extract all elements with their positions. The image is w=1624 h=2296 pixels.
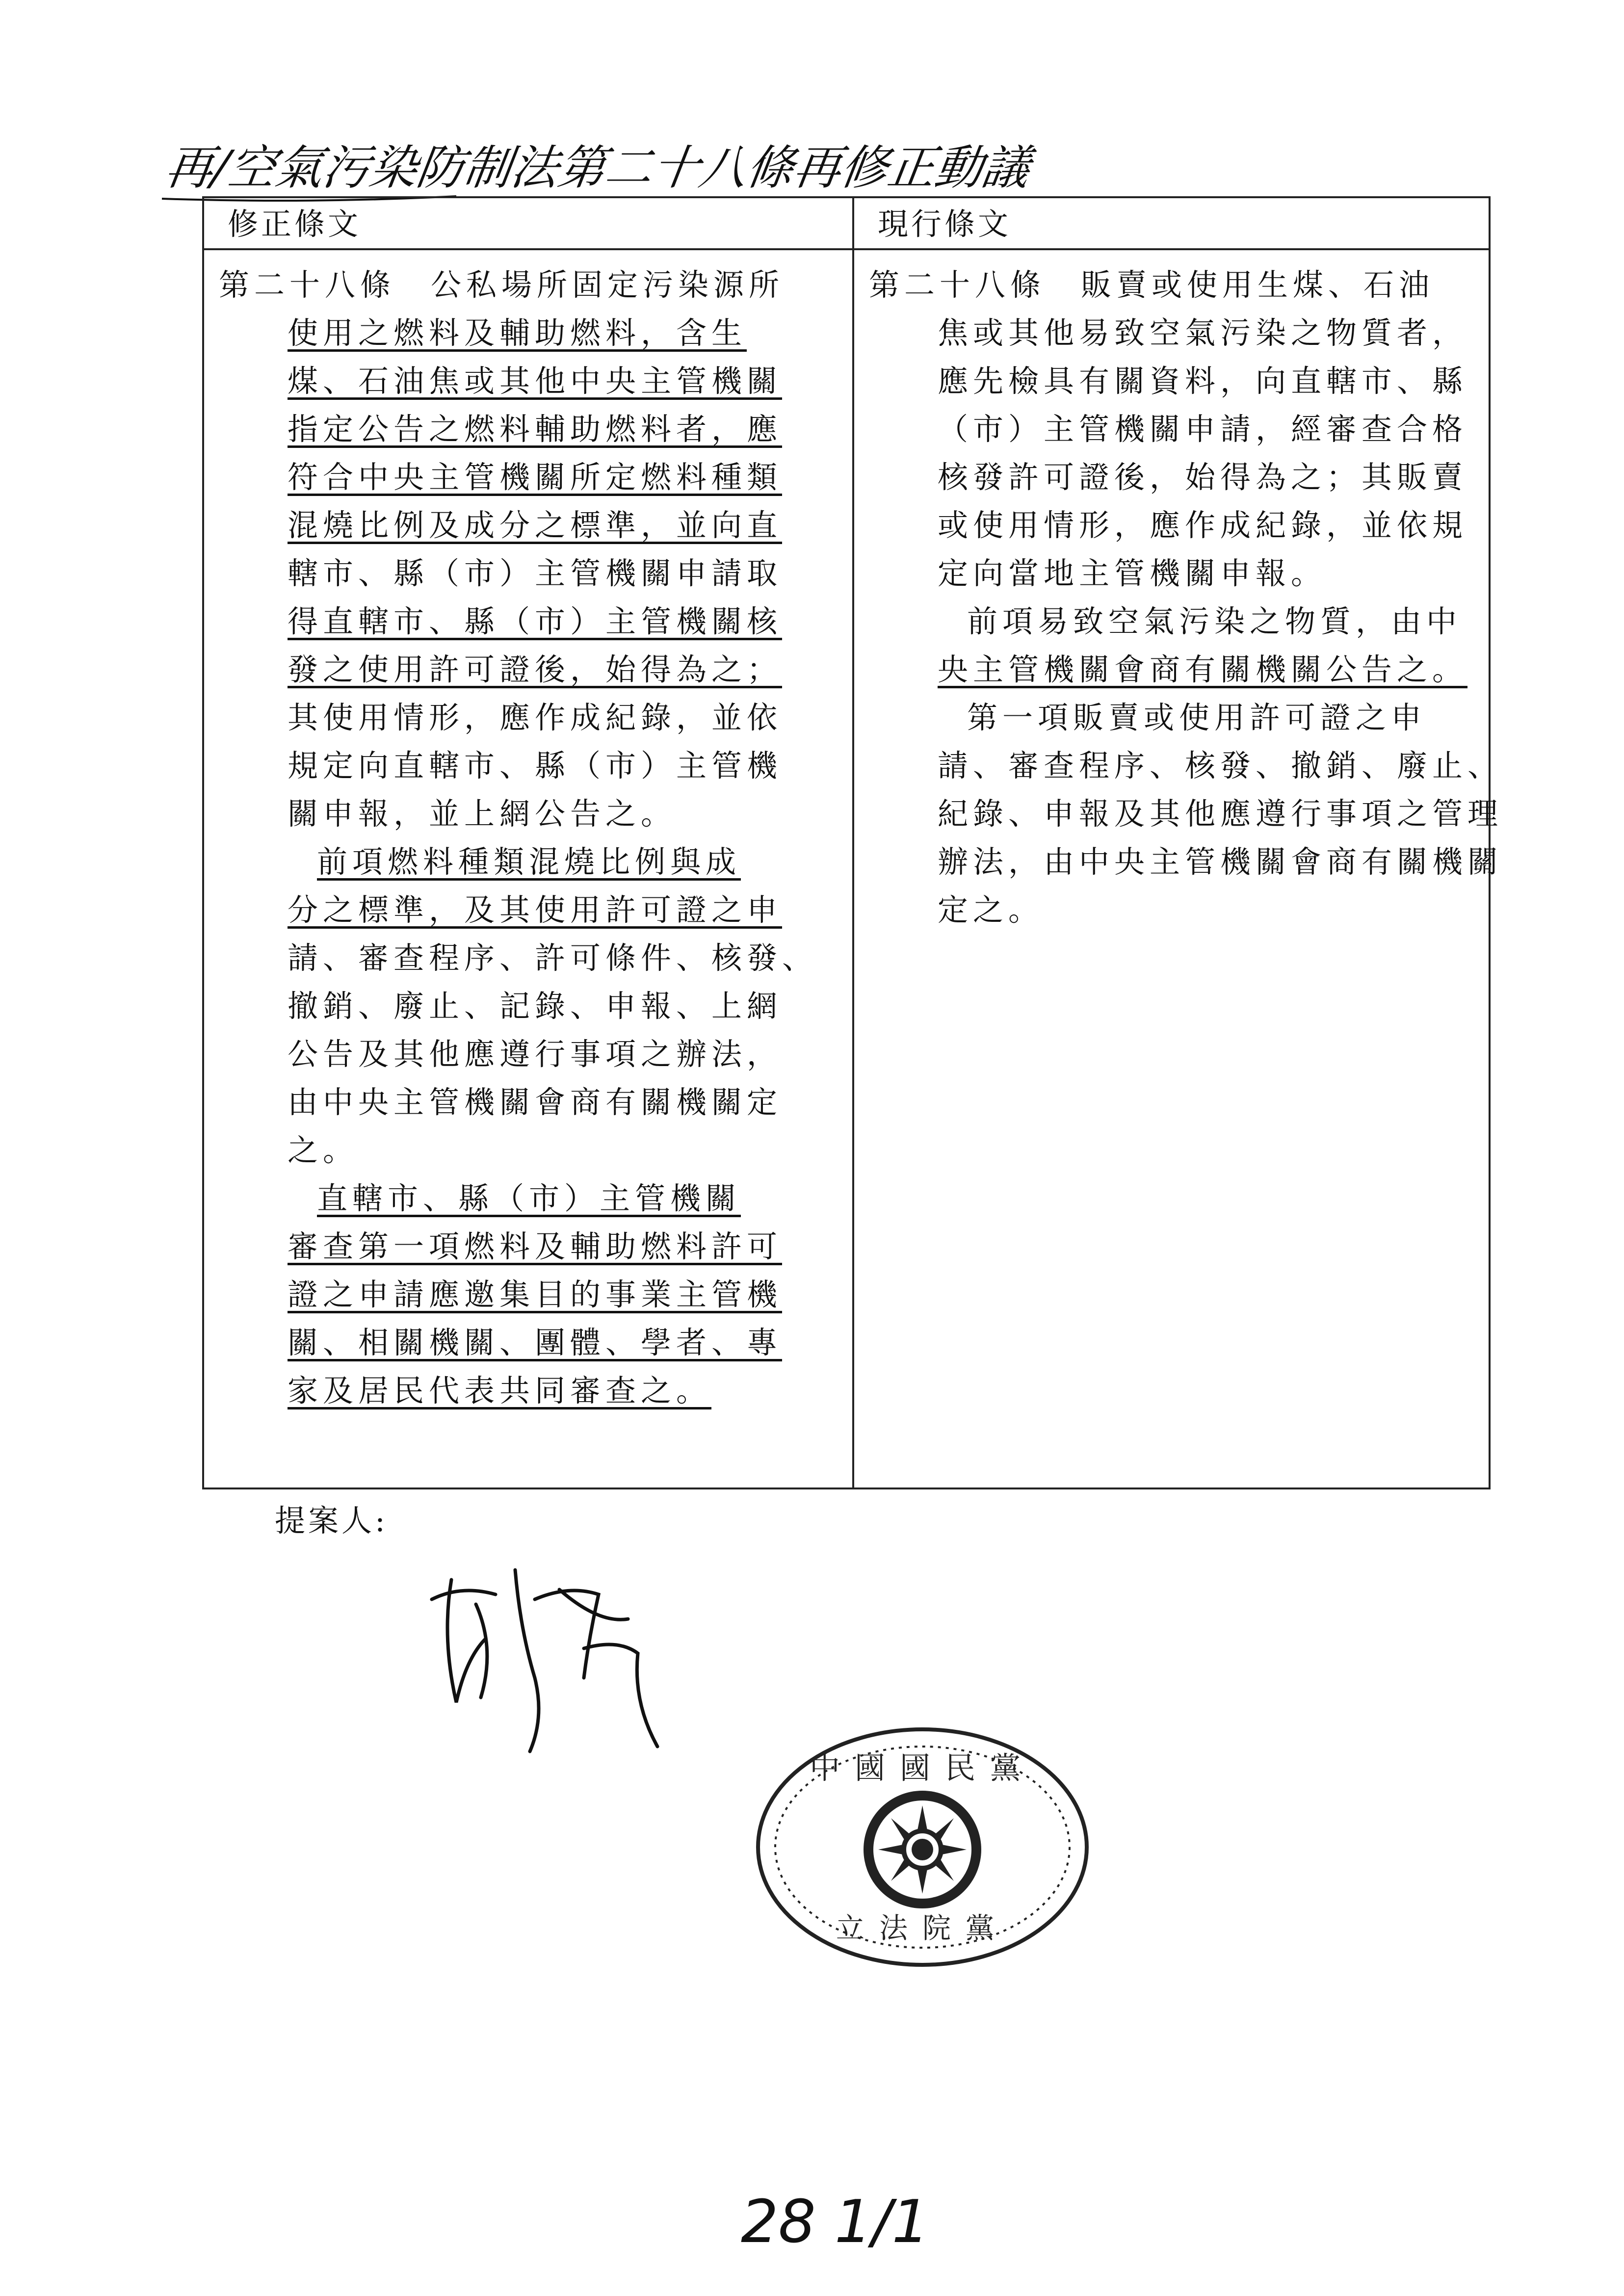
current-column [854,198,1503,1487]
current-paragraph-1 [869,261,1477,598]
text-line: 轄市、縣（市）主管機關申請取 [288,555,783,591]
text-line: 使用之燃料及輔助燃料，含生 [288,315,747,351]
text-line: 家及居民代表共同審查之。 [288,1373,712,1409]
page-number-drawing [736,2168,929,2267]
text-line: 公告及其他應遵行事項之辦法， [288,1036,783,1072]
text-line: 應先檢具有關資料，向直轄市、縣 [938,363,1468,399]
text-line: 前項燃料種類混燒比例與成 [317,844,741,880]
text-line: 定向當地主管機關申報。 [938,555,1327,591]
text-line: 發之使用許可證後，始得為之； [288,652,783,687]
amended-paragraph-1 [219,261,840,838]
text-line: 請、審查程序、核發、撤銷、廢止、 [938,748,1503,783]
handwritten-title-text: 再/空氣污染防制法第二十八條再修正動議 [161,140,1034,195]
text-line: （市）主管機關申請，經審查合格 [938,411,1468,447]
handwritten-signature [422,1540,677,1786]
text-line: 符合中央主管機關所定燃料種類 [288,459,783,495]
text-line: 焦或其他易致空氣污染之物質者， [938,315,1468,351]
amended-column [204,198,854,1487]
amended-body [204,250,852,1415]
signature-drawing [422,1540,677,1786]
seal-bottom-text: 立法院黨 [836,1911,1009,1945]
text-line: 指定公告之燃料輔助燃料者，應 [288,411,783,447]
page-number-text: 28 1/1 [741,2188,929,2256]
text-line: 直轄市、縣（市）主管機關 [317,1180,741,1216]
seal-top-text: 中國國民黨 [809,1750,1036,1786]
text-line: 紀錄、申報及其他應遵行事項之管理 [938,796,1503,832]
text-line: 第一項販賣或使用許可證之申 [967,700,1427,735]
text-line: 由中央主管機關會商有關機關定 [288,1084,783,1120]
amended-header: 修正條文 [204,198,852,250]
text-line: 關申報，並上網公告之。 [288,796,677,832]
current-paragraph-2 [869,598,1477,694]
amended-paragraph-3 [219,1174,840,1415]
party-seal [751,1722,1094,1977]
text-line: 分之標準，及其使用許可證之申 [288,892,783,928]
text-line: 前項易致空氣污染之物質，由中 [967,603,1462,639]
text-line: 關、相關機關、團體、學者、專 [288,1325,783,1360]
text-line: 其使用情形，應作成紀錄，並依 [288,700,783,735]
page-number [736,2168,929,2267]
seal-drawing [751,1722,1094,1977]
text-line: 第二十八條 販賣或使用生煤、石油 [869,267,1435,303]
text-line: 請、審查程序、許可條件、核發、 [288,940,818,976]
text-line: 辦法，由中央主管機關會商有關機關 [938,844,1503,880]
text-line: 第二十八條 公私場所固定污染源所 [219,267,785,303]
comparison-table [202,196,1503,1489]
proposer-label: 提案人: [275,1503,388,1539]
text-line: 定之。 [938,892,1044,928]
amended-paragraph-2 [219,838,840,1174]
text-line: 得直轄市、縣（市）主管機關核 [288,603,783,639]
text-line: 之。 [288,1132,359,1168]
text-line: 核發許可證後，始得為之；其販賣 [938,459,1468,495]
text-line: 審查第一項燃料及輔助燃料許可 [288,1228,783,1264]
current-body [854,250,1503,934]
text-line: 規定向直轄市、縣（市）主管機 [288,748,783,783]
current-header: 現行條文 [854,198,1489,250]
text-line: 證之申請應邀集目的事業主管機 [288,1277,783,1312]
text-line: 煤、石油焦或其他中央主管機關 [288,363,783,399]
text-line: 撤銷、廢止、記錄、申報、上網 [288,988,783,1024]
text-line: 混燒比例及成分之標準，並向直 [288,507,783,543]
current-paragraph-3 [869,694,1503,934]
text-line: 央主管機關會商有關機關公告之。 [938,652,1468,687]
text-line: 或使用情形，應作成紀錄，並依規 [938,507,1468,543]
